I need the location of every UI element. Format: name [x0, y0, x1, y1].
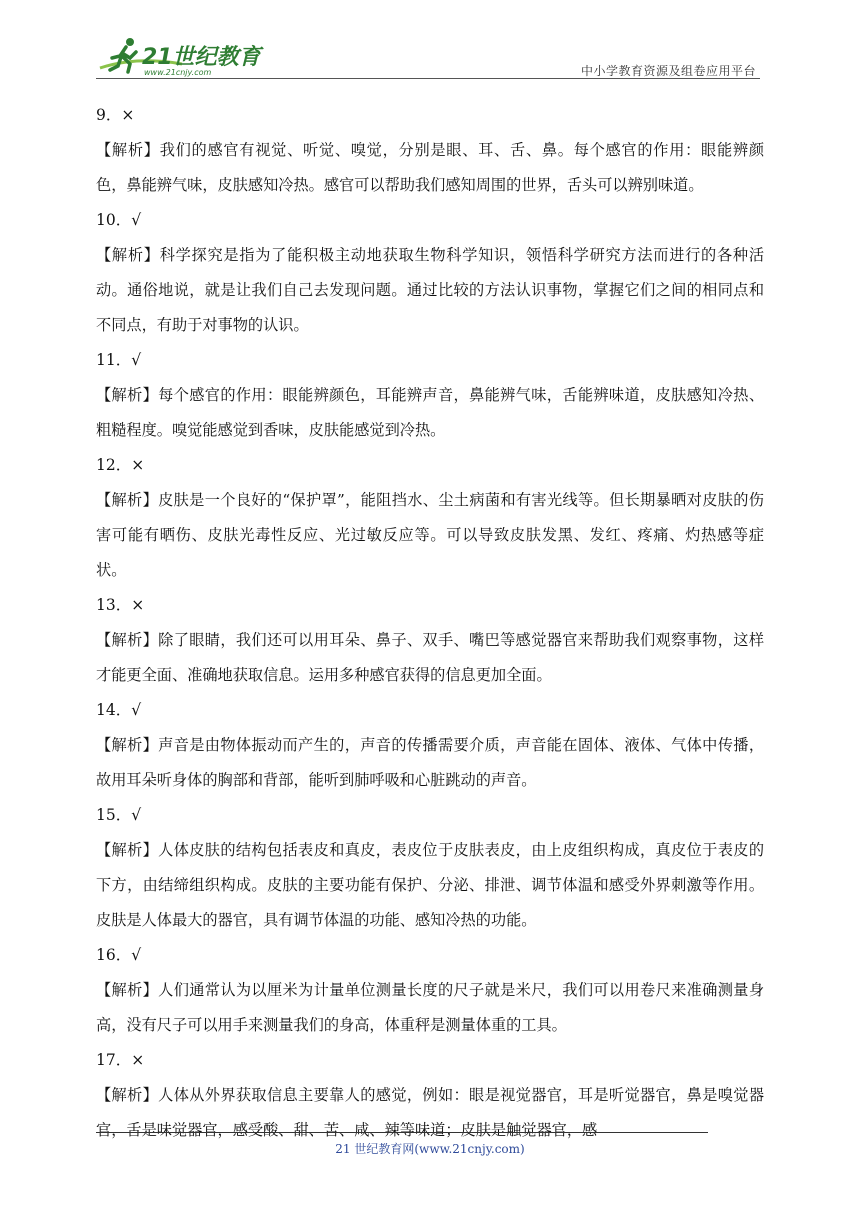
- answer-item: [96, 203, 764, 343]
- page-header: [96, 34, 760, 80]
- svg-text:21世纪教育: 21世纪教育: [142, 45, 261, 70]
- answer-item: [96, 448, 764, 588]
- answer-analysis: 【解析】皮肤是一个良好的“保护罩”，能阻挡水、尘土病菌和有害光线等。但长期暴晒对皮肤的伤害可能有晒伤、皮肤光毒性反应、光过敏反应等。可以导致皮肤发黑、发红、疼痛、灼热感等症状。: [96, 491, 764, 579]
- answer-item: [96, 588, 764, 693]
- answer-number: 16．√: [96, 946, 142, 964]
- answer-analysis: 【解析】人们通常认为以厘米为计量单位测量长度的尺子就是米尺，我们可以用卷尺来准确测量身高，没有尺子可以用手来测量我们的身高，体重秤是测量体重的工具。: [96, 981, 764, 1034]
- platform-name: 中小学教育资源及组卷应用平台: [580, 64, 756, 78]
- running-figure-logo-icon: [96, 34, 266, 78]
- answer-analysis: 【解析】每个感官的作用：眼能辨颜色，耳能辨声音，鼻能辨气味，舌能辨味道，皮肤感知冷热、粗糙程度。嗅觉能感觉到香味，皮肤能感觉到冷热。: [96, 386, 764, 439]
- site-logo: [96, 34, 266, 78]
- answer-analysis: 【解析】除了眼睛，我们还可以用耳朵、鼻子、双手、嘴巴等感觉器官来帮助我们观察事物，这样才能更全面、准确地获取信息。运用多种感官获得的信息更加全面。: [96, 631, 764, 684]
- answer-number: 14．√: [96, 701, 142, 719]
- answer-item: [96, 343, 764, 448]
- answer-number: 10．√: [96, 211, 142, 229]
- answer-analysis: 【解析】科学探究是指为了能积极主动地获取生物科学知识，领悟科学研究方法而进行的各种活动。通俗地说，就是让我们自己去发现问题。通过比较的方法认识事物，掌握它们之间的相同点和不同点，有助于对事物的认识。: [96, 246, 764, 334]
- answer-number: 12．×: [96, 456, 145, 474]
- answer-number: 15．√: [96, 806, 142, 824]
- answer-number: 9．×: [96, 106, 135, 124]
- page-footer: 21 世纪教育网(www.21cnjy.com): [335, 1142, 525, 1156]
- answer-item: [96, 798, 764, 938]
- answer-item: [96, 938, 764, 1043]
- answer-number: 17．×: [96, 1051, 145, 1069]
- footer-divider: [96, 1132, 708, 1133]
- answer-analysis: 【解析】人体皮肤的结构包括表皮和真皮，表皮位于皮肤表皮，由上皮组织构成，真皮位于表皮的下方，由结缔组织构成。皮肤的主要功能有保护、分泌、排泄、调节体温和感受外界刺激等作用。皮肤是人体最大的器官，具有调节体温的功能、感知冷热的功能。: [96, 841, 764, 929]
- answer-number: 11．√: [96, 351, 142, 369]
- svg-text:www.21cnjy.com: www.21cnjy.com: [144, 68, 212, 77]
- answer-analysis: 【解析】我们的感官有视觉、听觉、嗅觉，分别是眼、耳、舌、鼻。每个感官的作用：眼能辨颜色，鼻能辨气味，皮肤感知冷热。感官可以帮助我们感知周围的世界，舌头可以辨别味道。: [96, 141, 764, 194]
- answer-number: 13．×: [96, 596, 145, 614]
- header-divider: [96, 78, 760, 79]
- answer-list: [96, 98, 764, 1148]
- answer-analysis: 【解析】人体从外界获取信息主要靠人的感觉，例如：眼是视觉器官，耳是听觉器官，鼻是嗅觉器官，舌是味觉器官，感受酸、甜、苦、咸、辣等味道；皮肤是触觉器官，感: [96, 1086, 764, 1139]
- answer-item: [96, 98, 764, 203]
- answer-analysis: 【解析】声音是由物体振动而产生的，声音的传播需要介质，声音能在固体、液体、气体中传播，故用耳朵听身体的胸部和背部，能听到肺呼吸和心脏跳动的声音。: [96, 736, 764, 789]
- answer-item: [96, 693, 764, 798]
